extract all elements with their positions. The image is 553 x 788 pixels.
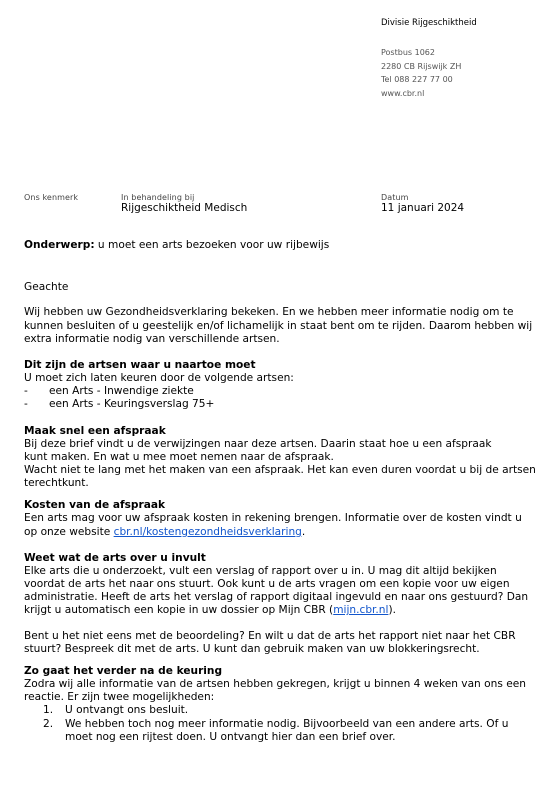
list-item-text: We hebben toch nog meer informatie nodig. Bijvoorbeeld van een andere arts. Of u moet nog een rijtest doen. U ontvangt hier dan een brief over. [65,717,509,743]
kosten-text [24,512,536,538]
address-line: Tel 088 227 77 00 [381,75,453,84]
intro-paragraph: Wij hebben uw Gezondheidsverklaring bekeken. En we hebben meer informatie nodig om te kunnen besluiten of u geestelijk en/of lichamelijk in staat bent om te rijden. Daarom hebben wij extra informatie nodig van verschillende artsen. [24,306,533,345]
afspraak-line-2: kunt maken. En wat u mee moet nemen naar de afspraak. [24,450,334,463]
subject-label: Onderwerp: [24,239,95,251]
bullet-dash: - [24,398,28,411]
handled-by-value: Rijgeschiktheid Medisch [121,202,248,214]
address-line: Postbus 1062 [381,48,435,57]
list-item [24,398,536,411]
section-heading-invult: Weet wat de arts over u invult [24,551,206,564]
list-item-text: U ontvangt ons besluit. [65,704,189,717]
sender-address [381,46,461,100]
handled-by-label: In behandeling bij [121,193,195,202]
invult-text-after: ). [388,604,396,617]
list-item [24,718,536,744]
afspraak-line-1: Bij deze brief vindt u de verwijzingen naar deze artsen. Daarin staat hoe u een afspraak [24,437,492,450]
kosten-text-after: . [301,525,306,538]
mijn-cbr-link[interactable]: mijn.cbr.nl [333,604,389,617]
kosten-text-body: Een arts mag voor uw afspraak kosten in rekening brengen. Informatie over de kosten vindt u op onze website [24,512,522,538]
address-line: www.cbr.nl [381,88,425,98]
afspraak-line-3: Wacht niet te lang met het maken van een afspraak. Het kan even duren voordat u bij de artsen terechtkunt. [24,464,536,490]
section-heading-artsen: Dit zijn de artsen waar u naartoe moet [24,359,256,372]
section-heading-kosten: Kosten van de afspraak [24,499,166,512]
address-line: 2280 CB Rijswijk ZH [381,61,462,71]
subject-line [24,239,536,252]
salutation: Geachte [24,281,69,294]
date-value: 11 januari 2024 [381,202,465,214]
invult-text [24,565,536,618]
artsen-text: U moet zich laten keuren door de volgende artsen: [24,372,294,385]
bullet-dash: - [24,385,28,398]
list-number: 2. [43,717,54,730]
subject-text: u moet een arts bezoeken voor uw rijbewijs [94,239,330,251]
kosten-link[interactable]: cbr.nl/kostengezondheidsverklaring [113,525,302,538]
list-item-text: een Arts - Keuringsverslag 75+ [49,398,215,411]
date-label: Datum [381,193,409,202]
section-heading-afspraak: Maak snel een afspraak [24,424,166,437]
invult-text-body: Elke arts die u onderzoekt, vult een verslag of rapport over u in. U mag dit altijd bekijken voordat de arts het naar ons stuurt. Ook kunt u de arts vragen om een kopie voor uw eigen administratie. Heeft de arts het verslag of rapport digitaal ingevuld en naar ons gestuurd? Dan krijgt u automatisch een kopie in uw dossier op Mijn CBR ( [24,564,529,617]
blokkering-paragraph: Bent u het niet eens met de beoordeling? En wilt u dat de arts het rapport niet naar het CBR stuurt? Bespreek dit met de arts. U kunt dan gebruik maken van uw blokkeringsrecht. [24,629,516,655]
list-item [24,385,536,398]
sender-department: Divisie Rijgeschiktheid [381,18,477,28]
list-item-text: een Arts - Inwendige ziekte [49,385,194,398]
section-heading-verder: Zo gaat het verder na de keuring [24,665,223,678]
reference-label: Ons kenmerk [24,193,79,202]
list-item [24,704,536,717]
verder-text: Zodra wij alle informatie van de artsen hebben gekregen, krijgt u binnen 4 weken van ons een reactie. Er zijn twee mogelijkheden: [24,678,526,704]
list-number: 1. [43,704,54,717]
letter-body [24,239,536,744]
